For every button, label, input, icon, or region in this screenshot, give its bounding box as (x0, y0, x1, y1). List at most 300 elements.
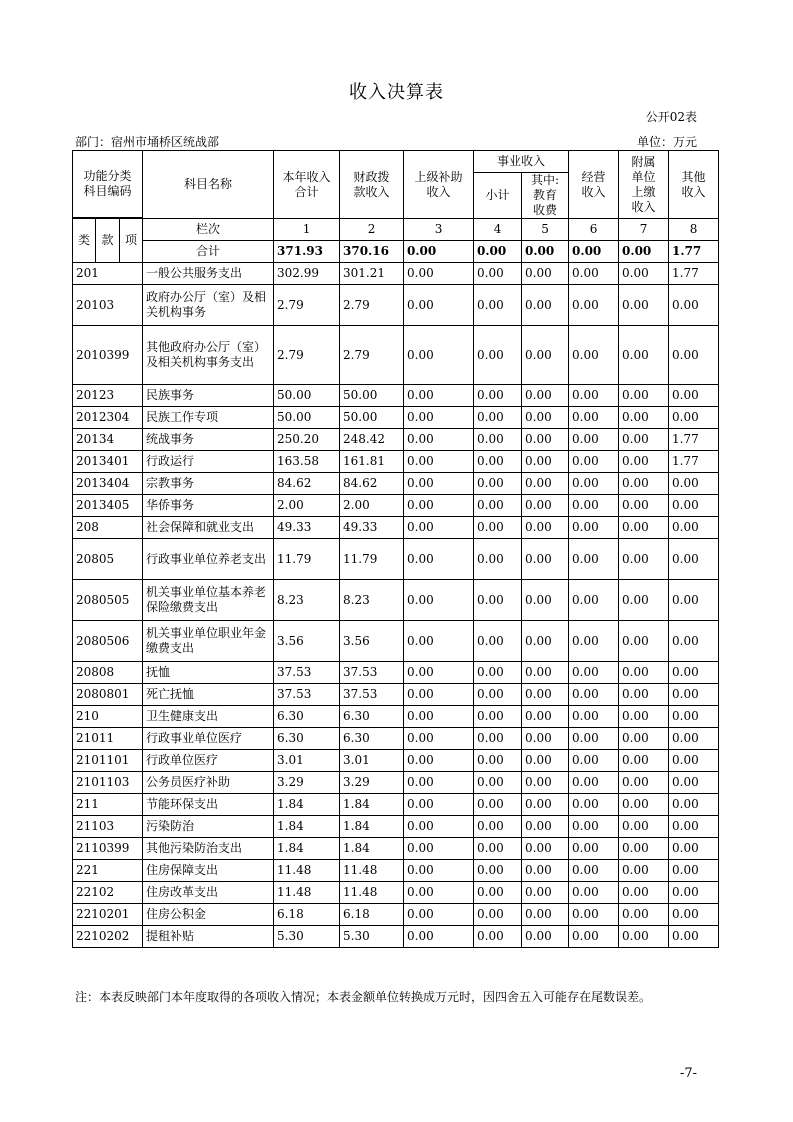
row-value: 0.00 (619, 580, 669, 621)
row-name: 污染防治 (143, 816, 274, 838)
row-value: 0.00 (522, 750, 569, 772)
row-name: 其他政府办公厅（室）及相关机构事务支出 (143, 326, 274, 385)
row-value: 0.00 (619, 621, 669, 662)
row-value: 49.33 (274, 517, 340, 539)
total-value: 0.00 (404, 241, 474, 263)
row-value: 0.00 (619, 662, 669, 684)
col-num: 8 (669, 219, 719, 241)
row-code: 2080505 (73, 580, 143, 621)
table-row (73, 580, 719, 621)
row-value: 0.00 (522, 621, 569, 662)
table-row (73, 706, 719, 728)
row-value: 37.53 (340, 662, 404, 684)
footnote: 注：本表反映部门本年度取得的各项收入情况；本表金额单位转换成万元时，因四舍五入可能存在尾数误差。 (75, 990, 652, 1004)
row-value: 2.00 (274, 495, 340, 517)
row-code: 2080801 (73, 684, 143, 706)
header-total: 本年收入 合计 (274, 151, 340, 219)
row-value: 0.00 (404, 580, 474, 621)
row-name: 一般公共服务支出 (143, 263, 274, 285)
row-value: 0.00 (522, 263, 569, 285)
row-value: 0.00 (522, 926, 569, 948)
row-value: 1.84 (340, 794, 404, 816)
row-value: 0.00 (619, 882, 669, 904)
row-value: 2.79 (274, 326, 340, 385)
row-value: 0.00 (569, 794, 619, 816)
row-value: 0.00 (619, 495, 669, 517)
row-value: 6.30 (274, 728, 340, 750)
table-row (73, 882, 719, 904)
row-value: 0.00 (669, 904, 719, 926)
row-value: 0.00 (522, 451, 569, 473)
row-value: 0.00 (619, 904, 669, 926)
row-value: 302.99 (274, 263, 340, 285)
header-fiscal: 财政拨 款收入 (340, 151, 404, 219)
row-value: 11.48 (274, 882, 340, 904)
row-value: 1.84 (274, 816, 340, 838)
total-value: 0.00 (619, 241, 669, 263)
row-value: 50.00 (274, 407, 340, 429)
row-value: 8.23 (274, 580, 340, 621)
table-row (73, 621, 719, 662)
table-row (73, 750, 719, 772)
row-value: 0.00 (619, 451, 669, 473)
row-value: 37.53 (274, 684, 340, 706)
row-value: 0.00 (522, 860, 569, 882)
table-row (73, 385, 719, 407)
row-code: 201 (73, 263, 143, 285)
row-value: 0.00 (669, 495, 719, 517)
row-value: 0.00 (619, 429, 669, 451)
row-value: 0.00 (669, 750, 719, 772)
row-value: 0.00 (522, 326, 569, 385)
row-value: 0.00 (404, 326, 474, 385)
row-value: 0.00 (669, 684, 719, 706)
row-value: 0.00 (619, 838, 669, 860)
row-value: 0.00 (569, 621, 619, 662)
row-value: 0.00 (404, 263, 474, 285)
income-table (72, 150, 719, 948)
row-value: 0.00 (669, 706, 719, 728)
row-name: 机关事业单位基本养老保险缴费支出 (143, 580, 274, 621)
row-value: 0.00 (569, 407, 619, 429)
row-value: 1.77 (669, 263, 719, 285)
row-value: 1.84 (274, 838, 340, 860)
row-value: 0.00 (474, 772, 522, 794)
row-value: 2.79 (274, 285, 340, 326)
row-value: 0.00 (619, 816, 669, 838)
row-value: 0.00 (404, 662, 474, 684)
table-row (73, 263, 719, 285)
table-row (73, 662, 719, 684)
table-row (73, 904, 719, 926)
row-value: 0.00 (669, 326, 719, 385)
row-value: 0.00 (619, 517, 669, 539)
row-value: 0.00 (619, 926, 669, 948)
row-value: 248.42 (340, 429, 404, 451)
table-row (73, 407, 719, 429)
row-code: 22102 (73, 882, 143, 904)
row-value: 0.00 (619, 539, 669, 580)
row-value: 0.00 (404, 728, 474, 750)
row-value: 161.81 (340, 451, 404, 473)
row-value: 163.58 (274, 451, 340, 473)
col-num: 2 (340, 219, 404, 241)
row-value: 0.00 (404, 684, 474, 706)
row-value: 2.79 (340, 285, 404, 326)
row-code: 2101101 (73, 750, 143, 772)
row-value: 0.00 (669, 517, 719, 539)
row-value: 0.00 (669, 385, 719, 407)
row-code: 2013405 (73, 495, 143, 517)
row-value: 0.00 (619, 407, 669, 429)
row-value: 0.00 (474, 621, 522, 662)
header-func-code: 功能分类 科目编码 (73, 151, 143, 218)
row-value: 6.18 (340, 904, 404, 926)
row-value: 2.00 (340, 495, 404, 517)
row-value: 0.00 (404, 816, 474, 838)
col-num: 7 (619, 219, 669, 241)
row-value: 0.00 (669, 285, 719, 326)
row-value: 0.00 (569, 684, 619, 706)
row-value: 0.00 (669, 662, 719, 684)
row-value: 11.79 (274, 539, 340, 580)
row-value: 0.00 (569, 926, 619, 948)
row-code: 2101103 (73, 772, 143, 794)
row-value: 0.00 (669, 407, 719, 429)
table-row (73, 860, 719, 882)
row-value: 0.00 (404, 285, 474, 326)
row-name: 抚恤 (143, 662, 274, 684)
row-value: 8.23 (340, 580, 404, 621)
row-value: 0.00 (569, 385, 619, 407)
row-value: 0.00 (522, 539, 569, 580)
row-value: 0.00 (669, 772, 719, 794)
table-row (73, 816, 719, 838)
row-value: 0.00 (474, 539, 522, 580)
row-value: 2.79 (340, 326, 404, 385)
row-value: 6.30 (274, 706, 340, 728)
row-value: 0.00 (569, 750, 619, 772)
row-value: 0.00 (522, 407, 569, 429)
row-value: 0.00 (569, 539, 619, 580)
row-value: 0.00 (569, 451, 619, 473)
row-value: 37.53 (274, 662, 340, 684)
row-value: 0.00 (619, 728, 669, 750)
row-value: 0.00 (569, 473, 619, 495)
row-name: 死亡抚恤 (143, 684, 274, 706)
row-value: 0.00 (404, 926, 474, 948)
row-name: 统战事务 (143, 429, 274, 451)
row-name: 社会保障和就业支出 (143, 517, 274, 539)
row-value: 0.00 (474, 882, 522, 904)
row-value: 0.00 (474, 750, 522, 772)
table-row (73, 926, 719, 948)
row-value: 0.00 (522, 473, 569, 495)
row-value: 1.77 (669, 451, 719, 473)
row-value: 0.00 (569, 860, 619, 882)
row-code: 211 (73, 794, 143, 816)
row-value: 0.00 (619, 473, 669, 495)
row-value: 0.00 (522, 429, 569, 451)
row-value: 0.00 (474, 904, 522, 926)
row-value: 0.00 (474, 706, 522, 728)
row-value: 0.00 (569, 285, 619, 326)
row-value: 0.00 (404, 750, 474, 772)
total-value: 370.16 (340, 241, 404, 263)
row-code: 210 (73, 706, 143, 728)
row-name: 机关事业单位职业年金缴费支出 (143, 621, 274, 662)
row-value: 0.00 (669, 794, 719, 816)
row-value: 0.00 (522, 728, 569, 750)
row-value: 84.62 (340, 473, 404, 495)
row-value: 5.30 (274, 926, 340, 948)
row-value: 0.00 (569, 517, 619, 539)
row-value: 0.00 (474, 926, 522, 948)
row-value: 3.56 (340, 621, 404, 662)
header-other: 其他 收入 (669, 151, 719, 219)
row-value: 0.00 (619, 326, 669, 385)
row-value: 0.00 (569, 326, 619, 385)
table-row (73, 429, 719, 451)
row-value: 0.00 (522, 517, 569, 539)
row-value: 0.00 (669, 838, 719, 860)
row-value: 0.00 (569, 662, 619, 684)
row-value: 0.00 (474, 495, 522, 517)
table-row (73, 794, 719, 816)
row-value: 5.30 (340, 926, 404, 948)
row-value: 0.00 (619, 750, 669, 772)
header-xiang: 项 (120, 219, 143, 263)
row-value: 0.00 (669, 882, 719, 904)
row-value: 0.00 (404, 451, 474, 473)
row-name: 住房保障支出 (143, 860, 274, 882)
table-row (73, 495, 719, 517)
table-row (73, 473, 719, 495)
department-label: 部门：宿州市埇桥区统战部 (75, 135, 220, 149)
row-value: 0.00 (569, 882, 619, 904)
row-value: 0.00 (669, 816, 719, 838)
header-subject-name: 科目名称 (143, 151, 274, 219)
row-code: 2210201 (73, 904, 143, 926)
row-value: 3.01 (274, 750, 340, 772)
row-value: 0.00 (474, 451, 522, 473)
row-name: 住房改革支出 (143, 882, 274, 904)
row-value: 0.00 (404, 407, 474, 429)
row-value: 0.00 (569, 429, 619, 451)
row-code: 20808 (73, 662, 143, 684)
row-value: 3.29 (340, 772, 404, 794)
total-row (73, 241, 719, 263)
row-value: 6.18 (274, 904, 340, 926)
row-value: 50.00 (340, 407, 404, 429)
header-business-edu: 其中: 教育 收费 (522, 173, 569, 219)
col-num: 1 (274, 219, 340, 241)
row-value: 0.00 (474, 429, 522, 451)
row-value: 50.00 (340, 385, 404, 407)
row-value: 37.53 (340, 684, 404, 706)
row-value: 0.00 (474, 728, 522, 750)
header-upper: 上级补助 收入 (404, 151, 474, 219)
row-value: 0.00 (404, 385, 474, 407)
row-value: 0.00 (474, 473, 522, 495)
row-value: 301.21 (340, 263, 404, 285)
table-row (73, 539, 719, 580)
row-value: 11.48 (340, 860, 404, 882)
row-value: 0.00 (474, 662, 522, 684)
row-value: 0.00 (522, 706, 569, 728)
col-num: 3 (404, 219, 474, 241)
row-value: 0.00 (474, 838, 522, 860)
row-value: 0.00 (404, 621, 474, 662)
row-code: 2012304 (73, 407, 143, 429)
row-value: 0.00 (522, 684, 569, 706)
row-value: 6.30 (340, 706, 404, 728)
header-lei: 类 (73, 219, 96, 263)
row-value: 0.00 (669, 926, 719, 948)
row-code: 221 (73, 860, 143, 882)
table-row (73, 451, 719, 473)
row-name: 公务员医疗补助 (143, 772, 274, 794)
row-value: 0.00 (619, 684, 669, 706)
row-value: 0.00 (404, 539, 474, 580)
table-row (73, 728, 719, 750)
row-value: 0.00 (404, 794, 474, 816)
row-value: 0.00 (522, 385, 569, 407)
row-value: 84.62 (274, 473, 340, 495)
row-value: 0.00 (474, 517, 522, 539)
row-value: 0.00 (404, 838, 474, 860)
total-label: 合计 (143, 241, 274, 263)
row-value: 0.00 (569, 904, 619, 926)
page-number: -7- (679, 1066, 697, 1081)
row-value: 0.00 (474, 263, 522, 285)
row-value: 0.00 (474, 385, 522, 407)
row-value: 0.00 (619, 706, 669, 728)
row-value: 0.00 (522, 794, 569, 816)
header-business: 事业收入 (474, 151, 569, 173)
header-lanci: 栏次 (143, 219, 274, 241)
row-value: 0.00 (669, 473, 719, 495)
row-code: 2013404 (73, 473, 143, 495)
row-value: 0.00 (569, 495, 619, 517)
row-name: 行政单位医疗 (143, 750, 274, 772)
row-code: 2010399 (73, 326, 143, 385)
row-value: 0.00 (569, 728, 619, 750)
row-value: 0.00 (522, 662, 569, 684)
row-value: 3.56 (274, 621, 340, 662)
row-code: 2080506 (73, 621, 143, 662)
row-value: 0.00 (522, 285, 569, 326)
row-value: 0.00 (404, 860, 474, 882)
row-value: 0.00 (474, 816, 522, 838)
row-value: 0.00 (522, 495, 569, 517)
row-value: 0.00 (522, 580, 569, 621)
table-row (73, 517, 719, 539)
row-value: 0.00 (404, 772, 474, 794)
row-value: 0.00 (619, 285, 669, 326)
row-value: 0.00 (669, 580, 719, 621)
row-code: 20134 (73, 429, 143, 451)
row-value: 0.00 (669, 728, 719, 750)
row-name: 行政事业单位医疗 (143, 728, 274, 750)
row-name: 行政事业单位养老支出 (143, 539, 274, 580)
header-affiliated: 附属 单位 上缴 收入 (619, 151, 669, 219)
row-code: 21011 (73, 728, 143, 750)
row-value: 0.00 (669, 621, 719, 662)
row-code: 208 (73, 517, 143, 539)
row-value: 11.48 (340, 882, 404, 904)
row-name: 住房公积金 (143, 904, 274, 926)
row-name: 政府办公厅（室）及相关机构事务 (143, 285, 274, 326)
row-value: 1.84 (340, 838, 404, 860)
row-value: 0.00 (669, 860, 719, 882)
row-code: 20103 (73, 285, 143, 326)
table-row (73, 285, 719, 326)
row-value: 0.00 (619, 263, 669, 285)
table-row (73, 772, 719, 794)
row-value: 0.00 (569, 838, 619, 860)
row-value: 0.00 (619, 772, 669, 794)
col-num: 5 (522, 219, 569, 241)
row-value: 0.00 (619, 860, 669, 882)
total-value: 0.00 (569, 241, 619, 263)
table-row (73, 684, 719, 706)
row-value: 49.33 (340, 517, 404, 539)
row-value: 1.84 (274, 794, 340, 816)
row-value: 0.00 (669, 539, 719, 580)
row-value: 50.00 (274, 385, 340, 407)
row-name: 节能环保支出 (143, 794, 274, 816)
header-business-sub: 小计 (474, 173, 522, 219)
row-value: 0.00 (619, 385, 669, 407)
row-name: 卫生健康支出 (143, 706, 274, 728)
total-value: 1.77 (669, 241, 719, 263)
row-value: 0.00 (522, 904, 569, 926)
page-title: 收入决算表 (349, 82, 444, 103)
row-value: 0.00 (404, 706, 474, 728)
row-value: 0.00 (474, 326, 522, 385)
row-value: 0.00 (619, 794, 669, 816)
row-value: 0.00 (569, 772, 619, 794)
header-operating: 经营 收入 (569, 151, 619, 219)
row-name: 提租补贴 (143, 926, 274, 948)
table-row (73, 838, 719, 860)
row-value: 0.00 (569, 580, 619, 621)
row-value: 0.00 (474, 285, 522, 326)
row-code: 2013401 (73, 451, 143, 473)
row-value: 1.77 (669, 429, 719, 451)
header-kuan: 款 (96, 219, 120, 263)
row-value: 1.84 (340, 816, 404, 838)
row-code: 2110399 (73, 838, 143, 860)
row-value: 0.00 (569, 706, 619, 728)
row-name: 宗教事务 (143, 473, 274, 495)
row-value: 0.00 (474, 407, 522, 429)
row-code: 20805 (73, 539, 143, 580)
row-name: 其他污染防治支出 (143, 838, 274, 860)
row-name: 民族工作专项 (143, 407, 274, 429)
row-value: 0.00 (404, 495, 474, 517)
total-value: 371.93 (274, 241, 340, 263)
row-value: 0.00 (522, 838, 569, 860)
row-code: 21103 (73, 816, 143, 838)
form-number: 公开02表 (645, 110, 697, 124)
row-value: 0.00 (474, 860, 522, 882)
row-value: 0.00 (404, 904, 474, 926)
row-code: 2210202 (73, 926, 143, 948)
row-value: 3.29 (274, 772, 340, 794)
total-value: 0.00 (522, 241, 569, 263)
